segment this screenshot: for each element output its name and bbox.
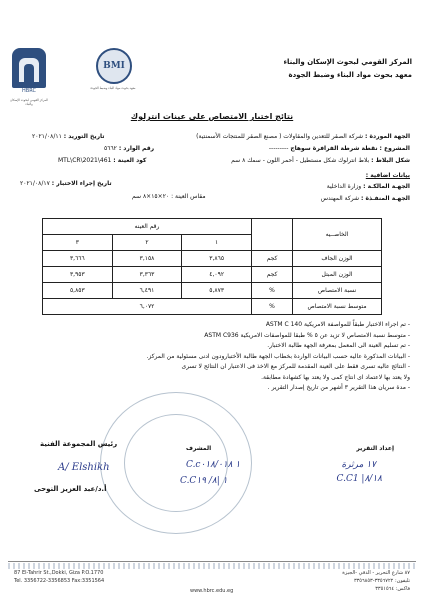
row-value: ٣,١٥٨ bbox=[112, 251, 182, 267]
preparer-date: C.C1 |٨/١٨ bbox=[336, 474, 382, 484]
additional-data-label: بيانات اضافية : bbox=[365, 172, 410, 179]
bmi-logo bbox=[96, 48, 130, 88]
row-value: ٣,٨٦٥ bbox=[182, 251, 252, 267]
sample-number: ١ bbox=[182, 235, 252, 251]
footer-fax-ar: فاكس: ٣٣٥١٥٦٤ bbox=[375, 586, 410, 592]
head-signature: A/ Elshikh bbox=[58, 462, 110, 473]
project-label: المشروع : bbox=[379, 145, 410, 152]
tile-shape-value: بلاط انترلوك شكل مستطيل - أحمر اللون - سمك ٨ سم bbox=[231, 157, 370, 164]
supplier-row bbox=[196, 133, 410, 140]
owner-value: وزارة الداخلية bbox=[326, 183, 362, 190]
org-name-line1: المركز القومي لبحوث الإسكان والبناء bbox=[283, 58, 412, 66]
row-property: الوزن الجاف bbox=[293, 251, 382, 267]
sample-code-label: كود العينة : bbox=[113, 157, 147, 164]
row-unit: % bbox=[252, 299, 293, 315]
supply-date-label: تاريخ التوريد : bbox=[63, 133, 105, 140]
table-row bbox=[43, 251, 382, 267]
row-value: ٥,٨٧٣ bbox=[182, 283, 252, 299]
row-unit: كجم bbox=[252, 251, 293, 267]
tile-shape-label: شكل البلاط : bbox=[371, 157, 410, 164]
note-line: - متوسط نسبة الامتصاص لا تزيد عن ٥ % طبقا للمواصفات الامريكية ASTM C936 bbox=[204, 331, 410, 339]
test-date-row bbox=[20, 180, 112, 187]
sample-dims-row bbox=[132, 193, 206, 200]
executor-label: الجهـة المنفـذة : bbox=[360, 195, 410, 202]
footer-pattern bbox=[8, 563, 416, 569]
incoming-no-label: رقم الوارد : bbox=[118, 145, 155, 152]
sample-number: ٣ bbox=[43, 235, 113, 251]
footer-address-en: 87 El-Tahrir St.,Dokki, Giza P.O.1770 bbox=[14, 570, 104, 576]
property-header: الخاصــيه bbox=[293, 219, 382, 251]
incoming-no-row bbox=[104, 145, 154, 152]
incoming-no-value: ٥٦٦٢ bbox=[104, 145, 117, 152]
owner-row bbox=[327, 183, 410, 190]
page-title: نتائج اختبار الامتصاص على عينات انترلوك bbox=[130, 112, 294, 121]
supplier-label: الجهة الموردة : bbox=[365, 133, 410, 140]
preparer-label: إعداد التقرير bbox=[356, 445, 394, 452]
row-property: الوزن المبتل bbox=[293, 267, 382, 283]
row-property: متوسط نسبة الامتصاص bbox=[293, 299, 382, 315]
sample-no-header: رقم العينه bbox=[43, 219, 252, 235]
row-value: ٣,٩٥٣ bbox=[43, 267, 113, 283]
footer-phone-en: Tel. 3356722-3356853 Fax:3351564 bbox=[14, 578, 105, 584]
bmi-logo-text: BMI bbox=[103, 61, 125, 71]
org-name-line2: معهد بحوث مواد البناء وضبط الجودة bbox=[288, 71, 412, 79]
head-name: أ.د/عبد العزيز النوحى bbox=[34, 485, 107, 493]
sample-dims-value: ٢٠×١٥×٨ سم bbox=[132, 193, 170, 200]
row-value: ٣,٣٦٣ bbox=[112, 267, 182, 283]
executor-row bbox=[321, 195, 410, 202]
row-value: ٦,٠٧٢ bbox=[43, 299, 252, 315]
results-table bbox=[42, 218, 382, 315]
bmi-logo-caption: معهد بحوث مواد البناء وضبط الجودة bbox=[90, 86, 136, 90]
building-icon bbox=[12, 48, 46, 88]
row-value: ٤,٠٩٢ bbox=[182, 267, 252, 283]
table-header-row bbox=[43, 219, 382, 235]
supervisor-label: المشرف bbox=[186, 445, 212, 452]
supervisor-signature: C.c١ ٠١٨/٠١٨ bbox=[186, 460, 241, 470]
notes bbox=[14, 320, 410, 394]
project-value: نقطة شرطة الفرافرة سوهاج bbox=[290, 145, 378, 152]
supervisor-date: C.C١ |٨/ ١٩ bbox=[180, 476, 228, 486]
sample-dims-label: مقاس العينة : bbox=[171, 193, 206, 200]
row-value: ٦,٤٩١ bbox=[112, 283, 182, 299]
footer-divider bbox=[8, 561, 416, 562]
sample-code-value: MTL\CR\2021\461 bbox=[58, 157, 112, 164]
owner-label: الجهـة المالكـة : bbox=[363, 183, 410, 190]
preparer-signature: ١٧ مرثرة bbox=[341, 460, 376, 470]
supplier-value: شركة الصقر للتعدين والمقاولات ( مصنع الصقر للمنتجات الأسمنتية) bbox=[196, 133, 364, 140]
row-value: ٥,٨٥٣ bbox=[43, 283, 113, 299]
footer-address-ar: ٨٧ شارع التحرير - الدقي -الجيزة bbox=[342, 570, 410, 576]
row-property: نسبة الامتصاص bbox=[293, 283, 382, 299]
hbrc-logo-caption: المركز القومي لبحوث الإسكان والبناء bbox=[10, 98, 48, 106]
footer-web[interactable]: www.hbrc.edu.eg bbox=[190, 588, 234, 594]
sample-code-row bbox=[58, 157, 146, 164]
note-line: - مدة سريان هذا التقرير ٣ أشهر من تاريخ إصدار التقرير . bbox=[267, 384, 410, 391]
test-date-label: تاريخ إجراء الاختبار : bbox=[51, 180, 112, 187]
table-row bbox=[43, 283, 382, 299]
hbrc-logo-text: HBRC bbox=[22, 88, 36, 94]
row-unit: % bbox=[252, 283, 293, 299]
supply-date-value: ٢٠٢١/٠٨/١١ bbox=[32, 133, 62, 140]
supply-date-row bbox=[32, 133, 105, 140]
footer-phone-ar: تليفون: ٣٣٥٦٧٢٢-٣٣٥٦٨٥٣ bbox=[353, 578, 410, 584]
note-line: - البيانات المذكورة عاليه حسب البيانات الواردة بخطاب الجهة طالبة الأختبارودون ادنى مسئولية من المركز. bbox=[146, 352, 410, 360]
table-row bbox=[43, 299, 382, 315]
note-line: - النتائج عاليه تسرى فقط على العينة المقدمة للمركز مع الاخذ فى الاعتبار ان النتائج لا تسرى bbox=[181, 363, 410, 370]
table-row bbox=[43, 267, 382, 283]
sample-number: ٢ bbox=[112, 235, 182, 251]
note-line: - تم اجراء الاختبار طبقاً للمواصفة الامريكية ASTM C 140 bbox=[265, 321, 410, 328]
note-line: ولا يعتد بها لاعتماد اى انتاج كمى ولا يعتد بها كشهادة مطابقة. bbox=[261, 373, 410, 381]
note-line: - تم تسليم العينة الى المعمل بمعرفة الجهة طالبة الاختبار. bbox=[267, 342, 410, 349]
head-label: رئيس المجموعة الفنية bbox=[40, 440, 118, 448]
row-value: ٣,٦٦٦ bbox=[43, 251, 113, 267]
test-date-value: ٢٠٢١/٠٨/١٧ bbox=[20, 180, 50, 187]
tile-shape-row bbox=[231, 157, 410, 164]
executor-value: شركة المهندس bbox=[320, 195, 360, 202]
hbrc-logo bbox=[12, 48, 46, 100]
row-unit: كجم bbox=[252, 267, 293, 283]
project-row: المشروع : نقطة شرطة الفرافرة سوهاج --------- bbox=[268, 145, 410, 152]
